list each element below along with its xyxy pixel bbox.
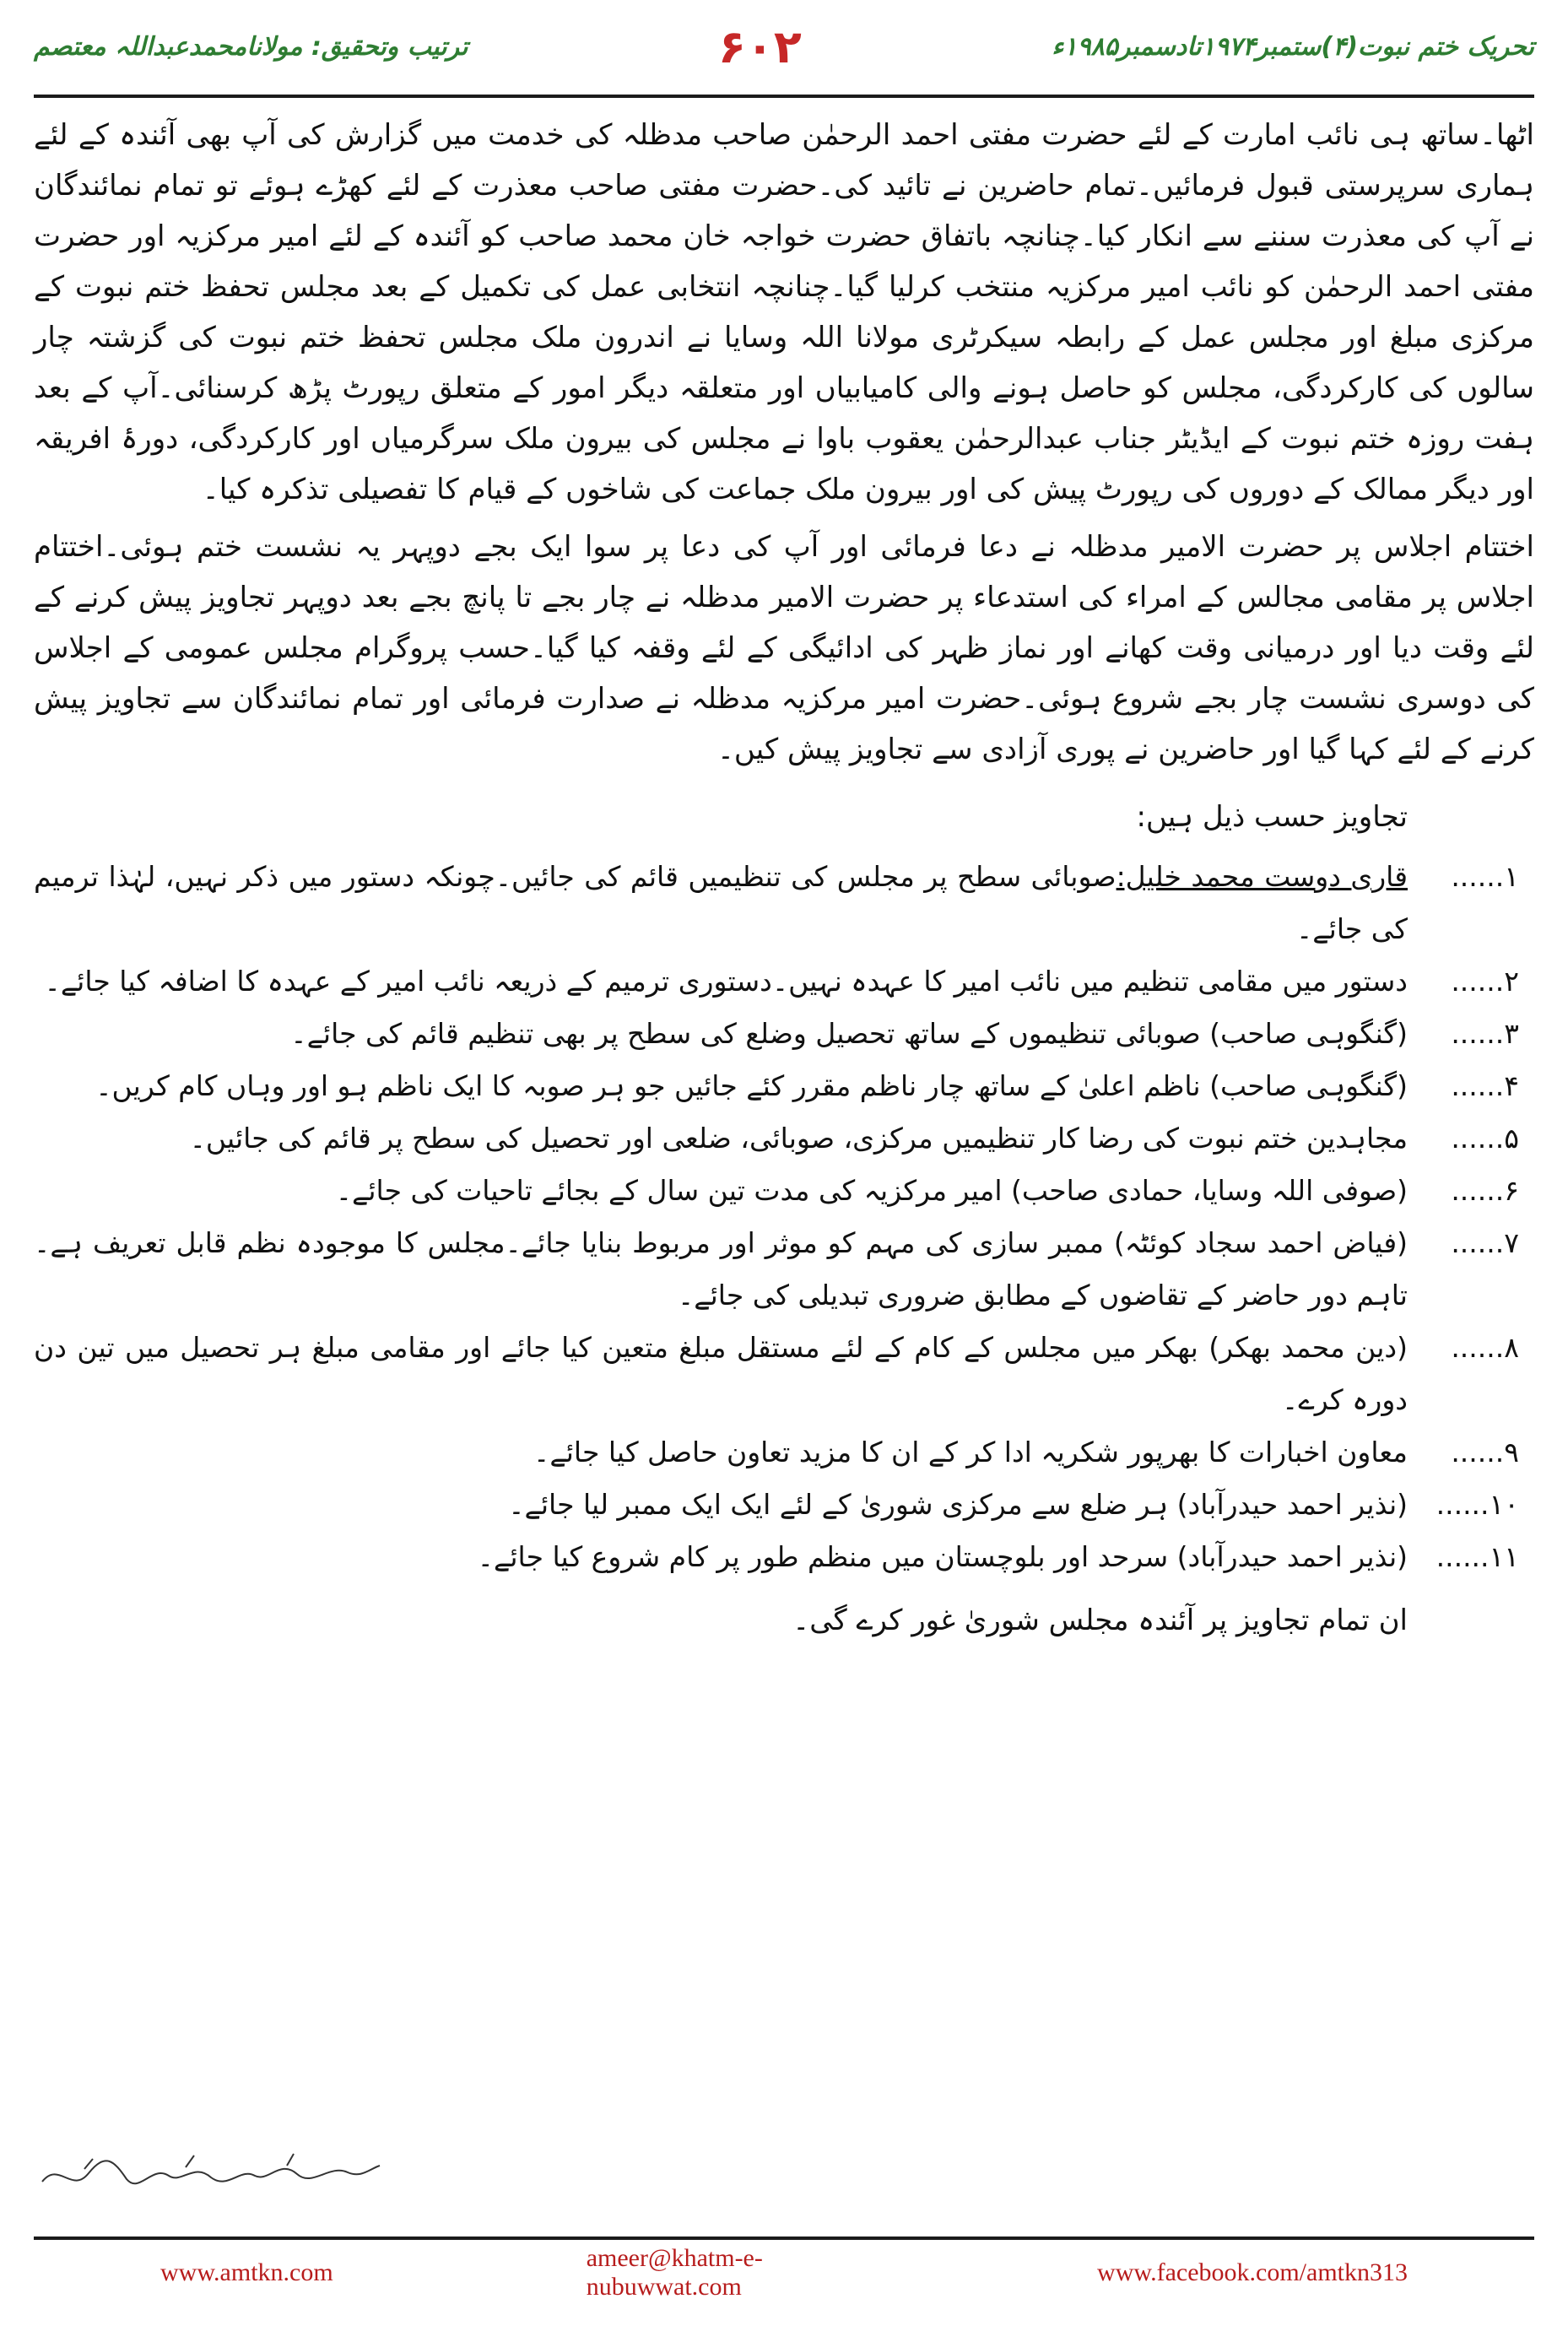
proposal-number: ۴...... (1451, 1069, 1519, 1102)
proposal-text: (گنگوہی صاحب) صوبائی تنظیموں کے ساتھ تحصیل وضلع کی سطح پر بھی تنظیم قائم کی جائے۔ (290, 1017, 1408, 1050)
proposal-text (34, 851, 1408, 955)
proposal-item (34, 1531, 1534, 1583)
proposal-number: ۱۱...... (1436, 1540, 1519, 1573)
proposal-item (34, 1112, 1534, 1165)
proposal-number: ۵...... (1451, 1122, 1519, 1155)
header-book-title: تحریک ختم نبوت(۴)ستمبر۱۹۷۴تادسمبر۱۹۸۵ء (1052, 31, 1534, 62)
page-body (34, 110, 1534, 1646)
proposal-item (34, 1165, 1534, 1217)
proposal-number: ۸...... (1451, 1331, 1519, 1364)
footer-website-link[interactable]: www.amtkn.com (160, 2258, 333, 2286)
header-author-credit: ترتیب وتحقیق: مولانامحمدعبداللہ معتصم (34, 31, 468, 62)
proposal-text: (دین محمد بھکر) بھکر میں مجلس کے کام کے لئے مستقل مبلغ متعین کیا جائے اور مقامی مبلغ ہر تحصیل میں تین دن دورہ کرے۔ (34, 1331, 1408, 1416)
header-divider (34, 95, 1534, 98)
proposal-number: ۳...... (1451, 1017, 1519, 1050)
proposal-number: ۶...... (1451, 1174, 1519, 1207)
closing-note: ان تمام تجاویز پر آئندہ مجلس شوریٰ غور کرے گی۔ (792, 1604, 1408, 1637)
handwritten-signature (34, 2144, 388, 2203)
proposal-item (34, 1426, 1534, 1479)
proposal-item (34, 1479, 1534, 1531)
footer-email-link[interactable]: ameer@khatm-e-nubuwwat.com (586, 2244, 763, 2301)
page-header (34, 0, 1534, 93)
proposal-item (34, 1060, 1534, 1112)
proposals-list (34, 851, 1534, 1583)
proposal-number: ۹...... (1451, 1436, 1519, 1468)
body-paragraph-2: اختتام اجلاس پر حضرت الامیر مدظلہ نے دعا فرمائی اور آپ کی دعا پر سوا ایک بجے دوپہر یہ نشست ختم ہوئی۔اختتام اجلاس پر مقامی مجالس کے امراء کی استدعاء پر حضرت الامیر مدظلہ نے چار بجے تا پانچ بجے بعد دوپہر تجاویز پیش کرنے کے لئے وقت دیا اور درمیانی وقت کھانے اور نماز ظہر کی ادائیگی کے لئے وقفہ کیا گیا۔حسب پروگرام مجلس عمومی کے اجلاس کی دوسری نشست چار بجے شروع ہوئی۔حضرت امیر مرکزیہ مدظلہ نے صدارت فرمائی اور تمام نمائندگان سے تجاویز پیش کرنے کے لئے کہا گیا اور حاضرین نے پوری آزادی سے تجاویز پیش کیں۔ (34, 530, 1534, 766)
proposals-heading: تجاویز حسب ذیل ہیں: (1136, 800, 1408, 834)
proposal-text: مجاہدین ختم نبوت کی رضا کار تنظیمیں مرکزی، صوبائی، ضلعی اور تحصیل کی سطح پر قائم کی جائیں۔ (189, 1122, 1408, 1155)
proposal-text: (نذیر احمد حیدرآباد) سرحد اور بلوچستان میں منظم طور پر کام شروع کیا جائے۔ (477, 1540, 1408, 1573)
proposal-text: معاون اخبارات کا بھرپور شکریہ ادا کر کے ان کا مزید تعاون حاصل کیا جائے۔ (533, 1436, 1408, 1468)
proposal-number: ۱۰...... (1436, 1488, 1519, 1521)
proposal-text: (فیاض احمد سجاد کوئٹہ) ممبر سازی کی مہم کو موثر اور مربوط بنایا جائے۔مجلس کا موجودہ نظم قابل تعریف ہے۔تاہم دور حاضر کے تقاضوں کے مطابق ضروری تبدیلی کی جائے۔ (34, 1226, 1408, 1312)
proposal-number: ۲...... (1451, 965, 1519, 998)
body-paragraph-1: اٹھا۔ساتھ ہی نائب امارت کے لئے حضرت مفتی احمد الرحمٰن صاحب مدظلہ کی خدمت میں گزارش کی آپ بھی آئندہ کے لئے ہماری سرپرستی قبول فرمائیں۔تمام حاضرین نے تائید کی۔حضرت مفتی صاحب معذرت کے لئے کھڑے ہوئے تو تمام نمائندگان نے آپ کی معذرت سننے سے انکار کیا۔چنانچہ باتفاق حضرت خواجہ خان محمد صاحب کو آئندہ کے لئے امیر مرکزیہ اور حضرت مفتی احمد الرحمٰن کو نائب امیر مرکزیہ منتخب کرلیا گیا۔چنانچہ انتخابی عمل کی تکمیل کے بعد مجلس تحفظ ختم نبوت کے مرکزی مبلغ اور مجلس عمل کے رابطہ سیکرٹری مولانا اللہ وسایا نے اندرون ملک مجلس تحفظ ختم نبوت کی گزشتہ چار سالوں کی کارکردگی، مجلس کو حاصل ہونے والی کامیابیاں اور متعلقہ دیگر امور کے متعلق رپورٹ پڑھ کرسنائی۔آپ کے بعد ہفت روزہ ختم نبوت کے ایڈیٹر جناب عبدالرحمٰن یعقوب باوا نے مجلس کی بیرون ملک سرگرمیاں اور کارکردگی، دورۂ افریقہ اور دیگر ممالک کے دوروں کی رپورٹ پیش کی اور بیرون ملک جماعت کی شاخوں کے قیام کا تفصیلی تذکرہ کیا۔ (34, 118, 1534, 506)
proposal-number: ۱...... (1451, 860, 1519, 893)
page-number: ۶۰۲ (717, 19, 802, 73)
footer-facebook-link[interactable]: www.facebook.com/amtkn313 (1097, 2258, 1408, 2286)
proposal-text: دستور میں مقامی تنظیم میں نائب امیر کا عہدہ نہیں۔دستوری ترمیم کے ذریعہ نائب امیر کے عہدہ کا اضافہ کیا جائے۔ (44, 965, 1408, 998)
proposal-item (34, 955, 1534, 1008)
proposal-author-name: قاری دوست محمد خلیل: (1116, 860, 1408, 893)
page-footer (34, 2243, 1534, 2302)
proposal-item (34, 1008, 1534, 1060)
proposal-text: (صوفی اللہ وسایا، حمادی صاحب) امیر مرکزیہ کی مدت تین سال کے بجائے تاحیات کی جائے۔ (335, 1174, 1408, 1207)
footer-divider (34, 2237, 1534, 2240)
proposal-text: (گنگوہی صاحب) ناظم اعلیٰ کے ساتھ چار ناظم مقرر کئے جائیں جو ہر صوبہ کا ایک ناظم ہو اور وہاں کام کریں۔ (95, 1069, 1408, 1102)
proposal-text: (نذیر احمد حیدرآباد) ہر ضلع سے مرکزی شوریٰ کے لئے ایک ایک ممبر لیا جائے۔ (508, 1488, 1408, 1521)
proposal-item (34, 1217, 1534, 1322)
proposal-number: ۷...... (1451, 1226, 1519, 1259)
proposal-item (34, 1322, 1534, 1426)
proposal-body: صوبائی سطح پر مجلس کی تنظیمیں قائم کی جائیں۔چونکہ دستور میں ذکر نہیں، لہٰذا ترمیم کی جائے۔ (34, 860, 1408, 945)
signature-scribble-icon (34, 2144, 388, 2203)
proposal-item (34, 851, 1534, 955)
